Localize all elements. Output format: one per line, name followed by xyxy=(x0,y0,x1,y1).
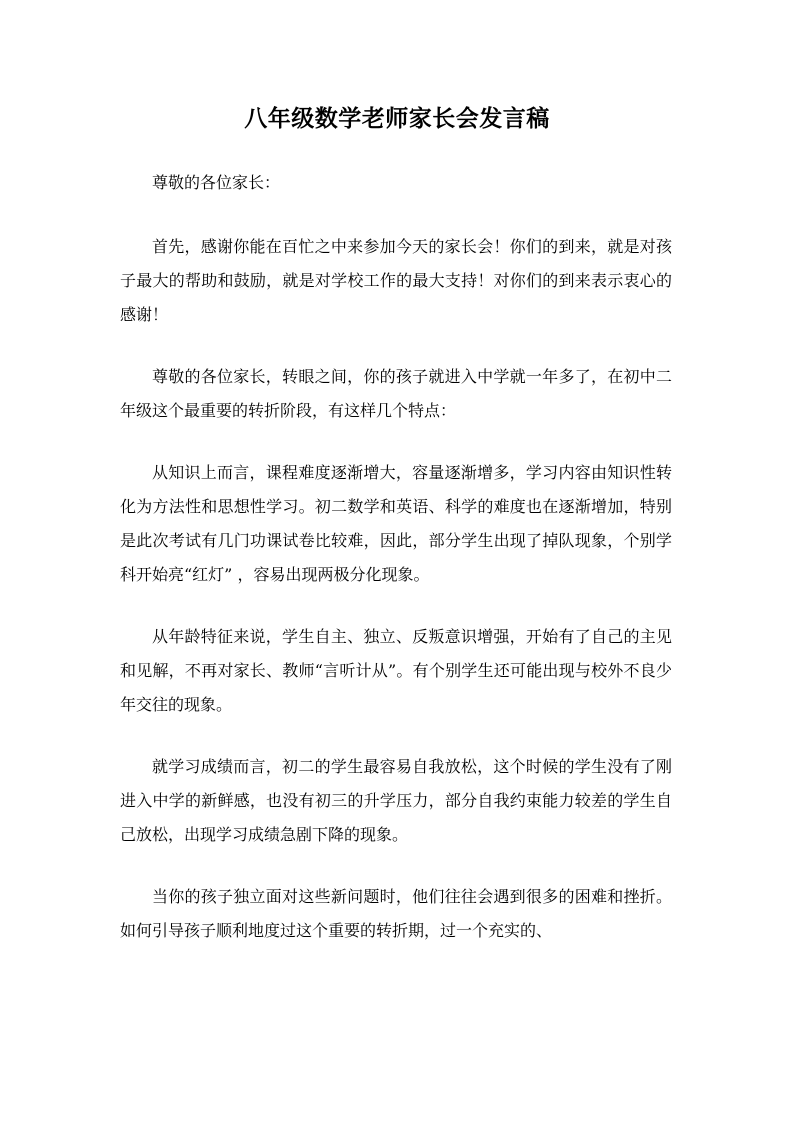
paragraph-6: 当你的孩子独立面对这些新问题时，他们往往会遇到很多的困难和挫折。 如何引导孩子顺利地度过这个重要的转折期，过一个充实的、 xyxy=(120,887,672,940)
paragraph-1: 首先，感谢你能在百忙之中来参加今天的家长会！你们的到来，就是对孩子最大的帮助和鼓励，就是对学校工作的最大支持！对你们的到来表示衷心的感谢！ xyxy=(120,237,672,324)
document-body xyxy=(120,166,672,976)
document-title: 八年级数学老师家长会发言稿 xyxy=(244,106,550,132)
salutation: 尊敬的各位家长： xyxy=(152,173,281,192)
paragraph-5: 就学习成绩而言，初二的学生最容易自我放松，这个时候的学生没有了刚进入中学的新鲜感，也没有初三的升学压力，部分自我约束能力较差的学生自己放松，出现学习成绩急剧下降的现象。 xyxy=(120,757,672,844)
paragraph-2: 尊敬的各位家长，转眼之间，你的孩子就进入中学就一年多了，在初中二年级这个最重要的转折阶段，有这样几个特点： xyxy=(120,367,672,420)
paragraph-3: 从知识上而言，课程难度逐渐增大，容量逐渐增多，学习内容由知识性转化为方法性和思想性学习。初二数学和英语、科学的难度也在逐渐增加，特别是此次考试有几门功课试卷比较难，因此，部分学生出现了掉队现象，个别学科开始亮“红灯” ，容易出现两极分化现象。 xyxy=(120,463,672,584)
paragraph-4: 从年龄特征来说，学生自主、独立、反叛意识增强，开始有了自己的主见和见解，不再对家长、教师“言听计从”。有个别学生还可能出现与校外不良少年交往的现象。 xyxy=(120,627,672,714)
